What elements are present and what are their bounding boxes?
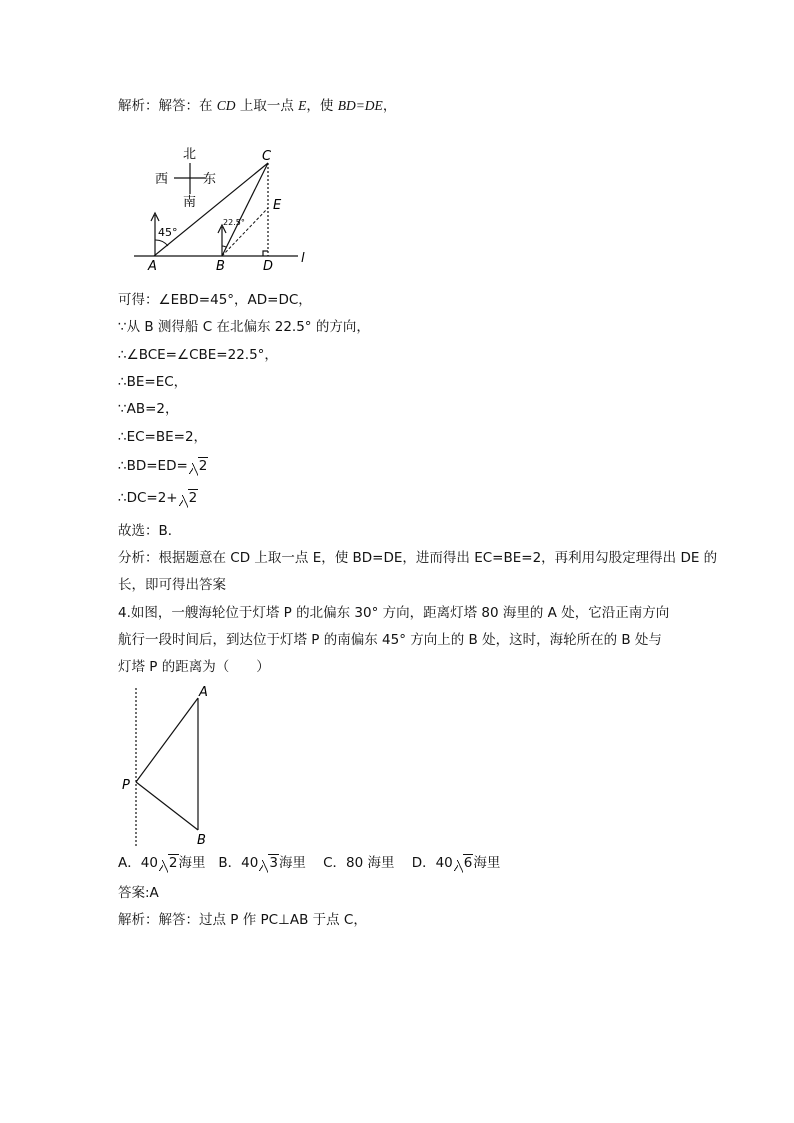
label-l: l: [301, 251, 305, 266]
compass-south: 南: [183, 195, 197, 210]
intro-text-2: 上取一点: [235, 98, 299, 114]
problem-4-line-2: 航行一段时间后，到达位于灯塔 P 的南偏东 45° 方向上的 B 处，这时，海轮所在的 B 处与: [118, 632, 662, 648]
label-e: E: [273, 198, 282, 213]
compass-east: 东: [203, 172, 217, 187]
compass-west: 西: [155, 172, 169, 187]
option-d-sqrt: [454, 853, 474, 873]
option-d-prefix: D．40: [411, 855, 453, 871]
option-d-radicand: 6: [463, 855, 473, 871]
label-d: D: [263, 259, 274, 274]
radicand-2-a: 2: [198, 458, 208, 474]
segment-pa: [136, 698, 198, 782]
step-1: 可得：∠EBD=45°，AD=DC，: [118, 292, 312, 308]
label-c: C: [262, 149, 272, 164]
options-line: [118, 853, 500, 873]
step-7-text: ∴BD=ED=: [118, 458, 188, 474]
segment-pb: [136, 782, 198, 830]
label-b: B: [216, 259, 225, 274]
choice-line: 故选：B．: [118, 523, 182, 539]
analysis-line-1: 分析：根据题意在 CD 上取一点 E，使 BD=DE，进而得出 EC=BE=2，再利用勾股定理得出 DE 的: [118, 550, 718, 566]
step-8-text: ∴DC=2+: [118, 490, 178, 506]
option-b-unit: 海里: [278, 855, 306, 871]
option-a: [118, 855, 206, 871]
option-d-unit: 海里: [473, 855, 501, 871]
answer-line: 答案:A: [118, 885, 159, 901]
solution-4-line: 解析：解答：过点 P 作 PC⊥AB 于点 C，: [118, 912, 367, 928]
step-4: ∴BE=EC，: [118, 374, 188, 390]
option-b-sqrt: [259, 853, 279, 873]
option-a-sqrt: [159, 853, 179, 873]
radicand-2-b: 2: [188, 490, 198, 506]
step-5: ∵AB=2，: [118, 401, 179, 417]
compass-north: 北: [183, 147, 197, 162]
intro-bd-de: BD=DE: [337, 98, 383, 113]
intro-e: E: [298, 98, 307, 113]
intro-cd: CD: [216, 98, 236, 113]
option-a-unit: 海里: [178, 855, 206, 871]
option-b-prefix: B．40: [218, 855, 259, 871]
label-a: A: [148, 259, 157, 274]
step-3: ∴∠BCE=∠CBE=22.5°，: [118, 347, 278, 363]
option-b: [218, 855, 306, 871]
angle-label-a: 45°: [158, 226, 178, 239]
problem-4-line-3: 灯塔 P 的距离为（ ）: [118, 659, 270, 675]
option-a-radicand: 2: [168, 855, 178, 871]
option-a-prefix: A．40: [118, 855, 158, 871]
angle-label-b: 22.5°: [223, 218, 245, 227]
step-6: ∴EC=BE=2，: [118, 429, 208, 445]
label-b-lighthouse: B: [197, 833, 206, 848]
step-2: ∵从 B 测得船 C 在北偏东 22.5° 的方向，: [118, 319, 370, 335]
problem-4-line-1: 4.如图，一艘海轮位于灯塔 P 的北偏东 30° 方向，距离灯塔 80 海里的 A 处，它沿正南方向: [118, 605, 670, 621]
intro-text-4: ，: [382, 98, 397, 114]
option-d: [412, 855, 501, 871]
analysis-line-2: 长，即可得出答案: [118, 577, 226, 593]
label-p: P: [122, 778, 130, 793]
option-b-radicand: 3: [269, 855, 278, 871]
intro-text-1: 解析：解答：在: [118, 98, 217, 114]
label-a-lighthouse: A: [199, 685, 208, 700]
intro-text-3: ，使: [306, 98, 338, 114]
option-c-prefix: C．80 海里: [323, 855, 395, 871]
option-c: [323, 855, 394, 871]
